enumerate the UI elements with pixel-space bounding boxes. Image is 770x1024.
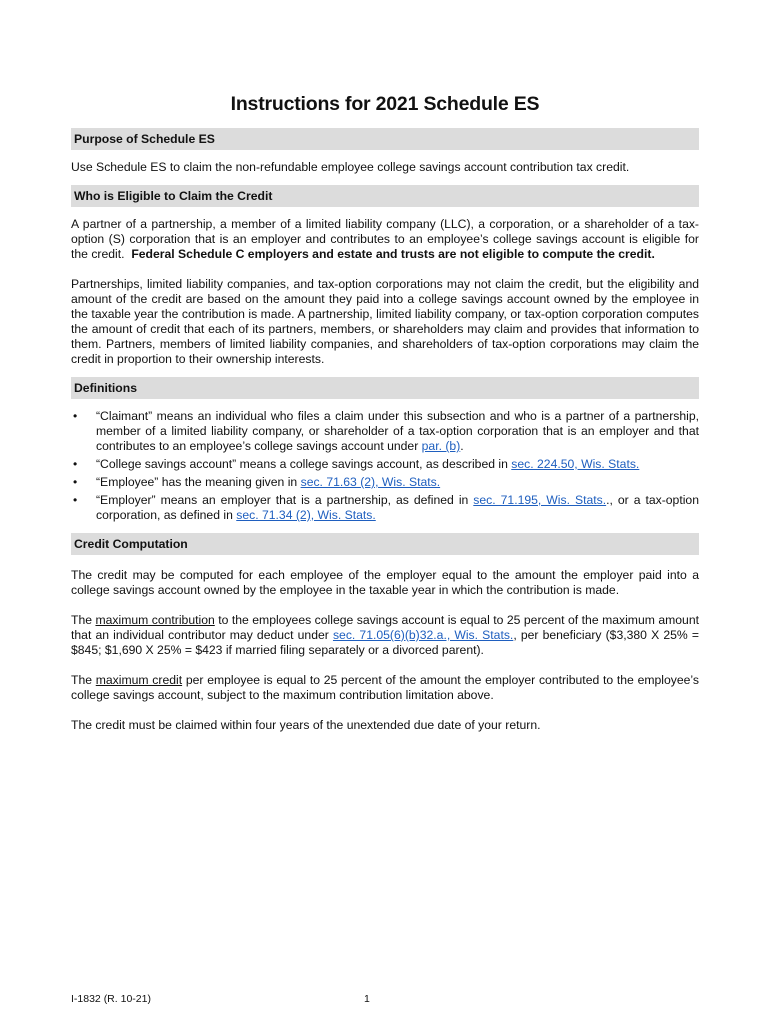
link-sec-224-50[interactable]: sec. 224.50, Wis. Stats. [511, 457, 640, 471]
list-item [71, 457, 699, 472]
link-sec-71-34[interactable]: sec. 71.34 (2), Wis. Stats. [236, 508, 376, 522]
definition-mid: ., or a tax‑option corporation, as defined in [96, 493, 699, 522]
maximum-credit-term: maximum credit [95, 673, 183, 687]
section-header-definitions: Definitions [71, 377, 699, 399]
eligible-paragraph-2: Partnerships, limited liability companies, and tax‑option corporations may not claim the credit, but the eligibility and amount of the credit are based on the amount they paid into a college savings account owned by the employee in the taxable year the contribution is made. A partnership, limited liability company, or tax‑option corporation computes the amount of credit that each of its partners, members, or shareholders may claim and provides that information to them. Partners, members of limited liability companies, and shareholders of tax‑option corporations may claim the credit in proportion to their ownership interests. [71, 277, 699, 366]
definition-text: “Employer” means an employer that is a partnership, as defined in [96, 493, 474, 507]
eligible-paragraph-1 [71, 217, 699, 262]
link-sec-71-63[interactable]: sec. 71.63 (2), Wis. Stats. [300, 475, 441, 489]
page-title: Instructions for 2021 Schedule ES [230, 93, 540, 115]
page-number: 1 [364, 993, 370, 1005]
text: The [71, 673, 96, 687]
computation-paragraph-4: The credit must be claimed within four years of the unextended due date of your return. [71, 718, 541, 732]
eligible-p1-text: A partner of a partnership, a member of a limited liability company (LLC), a corporation, or a shareholder of a tax-option (S) corporation that is an employer and contributes to an employee’s college savings account is eligible for the credit. [71, 217, 699, 261]
computation-paragraph-3 [71, 673, 699, 703]
section-header-purpose: Purpose of Schedule ES [71, 128, 699, 150]
text: , per beneficiary ($3,380 X 25% = $845; $1,690 X 25% = $423 if married filing separately or a divorced parent). [71, 628, 699, 657]
purpose-text: Use Schedule ES to claim the non-refundable employee college savings account contribution tax credit. [71, 160, 630, 174]
definition-tail: . [460, 439, 464, 453]
link-sec-71-05[interactable]: sec. 71.05(6)(b)32.a., Wis. Stats. [332, 628, 514, 642]
form-id: I-1832 (R. 10-21) [71, 993, 151, 1005]
section-header-eligible: Who is Eligible to Claim the Credit [71, 185, 699, 207]
bullet-icon: • [73, 457, 78, 471]
definition-text: “Employee” has the meaning given in [96, 475, 301, 489]
computation-paragraph-1: The credit may be computed for each employee of the employer equal to the amount the employer paid into a college savings account owned by the employee in the taxable year in which the contribution is made. [71, 568, 699, 597]
list-item [71, 409, 699, 454]
eligible-p1-bold: Federal Schedule C employers and estate and trusts are not eligible to compute the credit. [131, 247, 655, 261]
bullet-icon: • [73, 475, 78, 489]
list-item [71, 493, 699, 523]
text: The [71, 613, 96, 627]
definition-text: “College savings account” means a college savings account, as described in [96, 457, 512, 471]
text: per employee is equal to 25 percent of the amount the employer contributed to the employee’s college savings account, subject to the maximum contribution limitation above. [71, 673, 699, 702]
document-body [71, 128, 699, 733]
bullet-icon: • [73, 493, 78, 507]
maximum-contribution-term: maximum contribution [95, 613, 215, 627]
definition-text: “Claimant” means an individual who files a claim under this subsection and who is a partner of a partnership, member of a limited liability company, or shareholder of a tax‑option corporation that is an employer and that contributes to an employee’s college savings account under [96, 409, 699, 453]
link-sec-71-195[interactable]: sec. 71.195, Wis. Stats. [473, 493, 607, 507]
section-header-computation: Credit Computation [71, 533, 699, 555]
link-par-b[interactable]: par. (b) [421, 439, 461, 453]
definitions-list [71, 409, 699, 523]
list-item [71, 475, 699, 490]
computation-paragraph-2 [71, 613, 699, 658]
bullet-icon: • [73, 409, 78, 423]
text: to the employees college savings account is equal to 25 percent of the maximum amount that an individual contributor may deduct under [71, 613, 699, 642]
